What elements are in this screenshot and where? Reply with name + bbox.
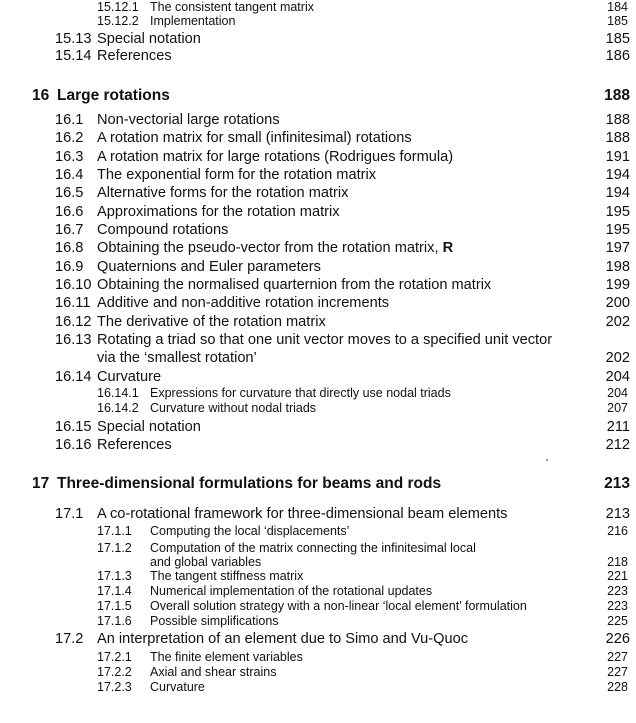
entry-page-number: 185: [607, 14, 628, 28]
entry-title: [97, 203, 340, 221]
entry-title-text: Rotating a triad so that one unit vector moves to a specified unit vector: [97, 332, 553, 348]
entry-page-number: 204: [607, 386, 628, 400]
entry-title-text: Expressions for curvature that directly use nodal triads: [150, 386, 451, 400]
entry-title: [97, 313, 326, 331]
entry-page-number: 194: [605, 167, 630, 183]
entry-title: [150, 386, 451, 401]
entry-title-text: References: [97, 48, 172, 64]
entry-title: [97, 184, 348, 202]
entry-title-text: Obtaining the normalised quarternion from the rotation matrix: [97, 277, 492, 293]
entry-number: 17.1.6: [97, 614, 132, 628]
entry-title-text: Numerical implementation of the rotational updates: [150, 584, 433, 598]
entry-number: 16: [32, 87, 50, 104]
entry-title-text: References: [97, 437, 172, 453]
entry-page-number: 212: [605, 437, 630, 453]
entry-title: [150, 401, 316, 416]
entry-number: 16.2: [55, 130, 84, 146]
entry-page-number: 228: [607, 680, 628, 694]
entry-title-text: Special notation: [97, 419, 201, 435]
entry-page-number: 185: [605, 31, 630, 47]
entry-title: [150, 599, 527, 614]
entry-title-text: Quaternions and Euler parameters: [97, 259, 321, 275]
entry-title-text: Additive and non-additive rotation increments: [97, 295, 390, 311]
entry-page-number: 186: [605, 48, 630, 64]
entry-title: [97, 331, 552, 349]
entry-title-text: Approximations for the rotation matrix: [97, 204, 340, 220]
entry-page-number: 202: [605, 350, 630, 366]
entry-page-number: 195: [605, 204, 630, 220]
entry-title: [150, 584, 432, 599]
entry-title: [150, 569, 303, 584]
entry-page-number: 198: [605, 259, 630, 275]
entry-number: 17.1.5: [97, 599, 132, 613]
entry-title: [97, 294, 389, 312]
entry-title-text: Axial and shear strains: [150, 665, 277, 679]
entry-title-text: Curvature without nodal triads: [150, 401, 317, 415]
entry-title: [150, 555, 261, 570]
entry-page-number: 227: [607, 650, 628, 664]
entry-page-number: 227: [607, 665, 628, 679]
entry-page-number: 188: [605, 112, 630, 128]
entry-page-number: 200: [605, 295, 630, 311]
entry-title: [97, 129, 412, 147]
entry-number: 17.1.1: [97, 524, 132, 538]
entry-title: [97, 166, 376, 184]
entry-number: 17.2.3: [97, 680, 132, 694]
entry-title-text: A co-rotational framework for three-dimensional beam elements: [97, 506, 508, 522]
entry-number: 17.2.1: [97, 650, 132, 664]
entry-title: [150, 541, 476, 556]
entry-number: 17.2.2: [97, 665, 132, 679]
entry-title-text: Alternative forms for the rotation matrix: [97, 185, 349, 201]
entry-number: 16.8: [55, 240, 84, 256]
entry-title-text: Compound rotations: [97, 222, 229, 238]
entry-number: 16.13: [55, 332, 92, 348]
entry-number: 16.15: [55, 419, 92, 435]
entry-title: [97, 111, 280, 129]
entry-number: 17.2: [55, 631, 84, 647]
entry-number: 16.3: [55, 149, 84, 165]
entry-title-text: Implementation: [150, 14, 236, 28]
entry-page-number: 211: [606, 419, 630, 435]
entry-title: [97, 505, 507, 523]
entry-number: 15.12.2: [97, 14, 139, 28]
entry-page-number: 221: [607, 569, 628, 583]
entry-title: [150, 14, 235, 29]
entry-page-number: 213: [605, 506, 630, 522]
entry-title: [97, 30, 201, 48]
entry-number: 16.14: [55, 369, 92, 385]
entry-page-number: 226: [605, 631, 630, 647]
entry-number: 17.1: [55, 506, 84, 522]
entry-number: 16.12: [55, 314, 92, 330]
entry-title-text: The derivative of the rotation matrix: [97, 314, 326, 330]
entry-title: [97, 418, 201, 436]
entry-number: 16.9: [55, 259, 84, 275]
entry-page-number: 195: [605, 222, 630, 238]
entry-title-text: Special notation: [97, 31, 201, 47]
entry-title: [97, 276, 491, 294]
entry-title: [150, 614, 279, 629]
entry-number: 15.12.1: [97, 0, 139, 14]
entry-page-number: 197: [605, 240, 630, 256]
entry-number: 15.14: [55, 48, 92, 64]
entry-number: 16.14.2: [97, 401, 139, 415]
entry-page-number: 223: [607, 584, 628, 598]
entry-number: 16.4: [55, 167, 84, 183]
entry-title: [150, 0, 314, 15]
entry-title: [97, 368, 161, 386]
entry-title: [150, 665, 276, 680]
entry-title: [97, 258, 321, 276]
entry-number: 16.11: [55, 295, 91, 311]
entry-number: 17: [32, 475, 50, 492]
entry-title: [97, 630, 468, 648]
entry-page-number: 218: [607, 555, 628, 569]
entry-number: 16.6: [55, 204, 84, 220]
entry-title: [57, 474, 441, 494]
entry-number: 17.1.4: [97, 584, 132, 598]
entry-page-number: 188: [604, 87, 630, 104]
entry-title: [97, 349, 257, 367]
entry-page-number: 207: [607, 401, 628, 415]
entry-number: 16.16: [55, 437, 92, 453]
entry-title-text: The finite element variables: [150, 650, 303, 664]
entry-title-text: Computation of the matrix connecting the infinitesimal local: [150, 541, 476, 555]
entry-title-text: An interpretation of an element due to Simo and Vu-Quoc: [97, 631, 469, 647]
entry-page-number: 204: [605, 369, 630, 385]
entry-number: 17.1.2: [97, 541, 132, 555]
entry-number: 17.1.3: [97, 569, 132, 583]
entry-title-text: The consistent tangent matrix: [150, 0, 314, 14]
entry-title: [97, 47, 172, 65]
entry-title: [57, 86, 170, 106]
entry-page-number: 213: [604, 475, 630, 492]
entry-title-text: Three-dimensional formulations for beams and rods: [57, 475, 442, 492]
entry-page-number: 202: [605, 314, 630, 330]
entry-page-number: 225: [607, 614, 628, 628]
entry-title: [97, 239, 453, 257]
entry-page-number: 199: [605, 277, 630, 293]
entry-title: [97, 436, 172, 454]
entry-number: 16.5: [55, 185, 84, 201]
entry-title-text: via the ‘smallest rotation’: [97, 350, 257, 366]
entry-title: [97, 221, 228, 239]
entry-number: 16.14.1: [97, 386, 139, 400]
stray-dot: [546, 459, 548, 461]
entry-title-text: Large rotations: [57, 87, 170, 104]
entry-page-number: 184: [607, 0, 628, 14]
entry-title-text: Non-vectorial large rotations: [97, 112, 280, 128]
entry-title-text: The exponential form for the rotation matrix: [97, 167, 377, 183]
entry-number: 15.13: [55, 31, 92, 47]
entry-title: [150, 524, 349, 539]
entry-title-text: Obtaining the pseudo-vector from the rotation matrix,: [97, 240, 439, 256]
matrix-symbol: R: [442, 240, 454, 256]
entry-title-text: A rotation matrix for large rotations (Rodrigues formula): [97, 149, 454, 165]
entry-page-number: 191: [605, 149, 630, 165]
entry-page-number: 223: [607, 599, 628, 613]
entry-title: [97, 148, 453, 166]
entry-title-text: A rotation matrix for small (infinitesimal) rotations: [97, 130, 412, 146]
entry-title: [150, 680, 205, 695]
entry-title-text: The tangent stiffness matrix: [150, 569, 304, 583]
entry-number: 16.7: [55, 222, 84, 238]
entry-title-text: and global variables: [150, 555, 262, 569]
entry-page-number: 188: [605, 130, 630, 146]
entry-number: 16.10: [55, 277, 92, 293]
entry-title-text: Curvature: [97, 369, 162, 385]
entry-title: [150, 650, 303, 665]
entry-title-text: Possible simplifications: [150, 614, 279, 628]
entry-title-text: Computing the local ‘displacements’: [150, 524, 350, 538]
entry-title-text: Curvature: [150, 680, 205, 694]
entry-page-number: 216: [607, 524, 628, 538]
entry-number: 16.1: [55, 112, 84, 128]
entry-title-text: Overall solution strategy with a non-linear ‘local element’ formulation: [150, 599, 527, 613]
entry-page-number: 194: [605, 185, 630, 201]
